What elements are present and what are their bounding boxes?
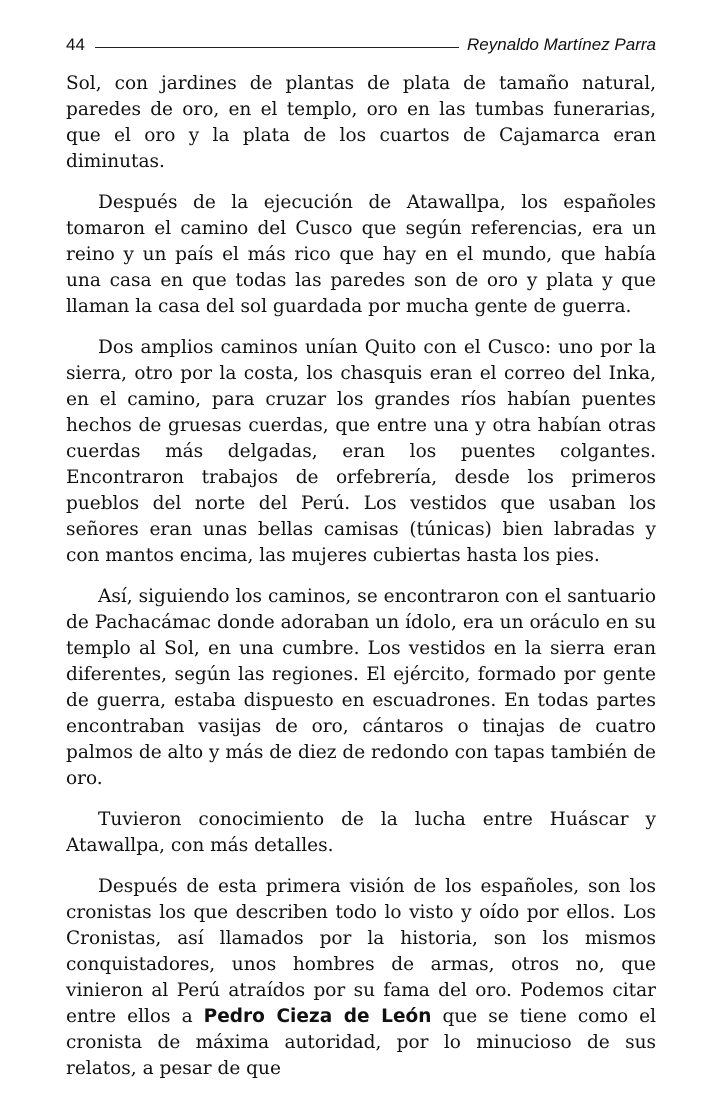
body-text (66, 71, 656, 1097)
page-number: 44 (66, 35, 85, 54)
header-rule (95, 47, 459, 48)
paragraph-2: Después de la ejecución de Atawallpa, los españoles tomaron el camino del Cusco que según referencias, era un reino y un país el más rico que hay en el mundo, que había una casa en que todas las paredes son de oro y plata y que llaman la casa del sol guardada por mucha gente de guerra. (66, 192, 656, 317)
paragraph-6-start: Después de esta primera visión de los españoles, son los cronistas los que describen todo lo visto y oído por ellos. Los Cronistas, así llamados por la historia, son los mismos conquistadores, unos hombres de armas, otros no, que vinieron al Perú atraídos por su fama del oro. Podemos citar entre ellos a (66, 876, 656, 1027)
paragraph-5: Tuvieron conocimiento de la lucha entre Huáscar y Atawallpa, con más detalles. (66, 809, 656, 856)
highlighted-name: Pedro Cieza de León (203, 1006, 432, 1027)
paragraph-3: Dos amplios caminos unían Quito con el Cusco: uno por la sierra, otro por la costa, los chasquis eran el correo del Inka, en el camino, para cruzar los grandes ríos habían puentes hechos de gruesas cuerdas, que entre una y otra habían otras cuerdas más delgadas, eran los puentes colgantes. Encontraron trabajos de orfebrería, desde los primeros pueblos del norte del Perú. Los vestidos que usaban los señores eran unas bellas camisas (túnicas) bien labradas y con mantos encima, las mujeres cubiertas hasta los pies. (66, 337, 656, 566)
paragraph-6-end: que se tiene como el cronista de máxima autoridad, por lo minucioso de sus relatos, a pesar de que (66, 1006, 656, 1079)
running-header (66, 32, 656, 58)
running-author: Reynaldo Martínez Parra (467, 35, 656, 54)
paragraph-4: Así, siguiendo los caminos, se encontraron con el santuario de Pachacámac donde adoraban un ídolo, era un oráculo en su templo al Sol, en una cumbre. Los vestidos en la sierra eran diferentes, según las regiones. El ejército, formado por gente de guerra, estaba dispuesto en escuadrones. En todas partes encontraban vasijas de oro, cántaros o tinajas de cuatro palmos de alto y más de diez de redondo con tapas también de oro. (66, 586, 656, 789)
paragraph-1: Sol, con jardines de plantas de plata de tamaño natural, paredes de oro, en el templo, oro en las tumbas funerarias, que el oro y la plata de los cuartos de Cajamarca eran diminutas. (66, 73, 656, 172)
paragraph-6 (66, 874, 656, 1082)
